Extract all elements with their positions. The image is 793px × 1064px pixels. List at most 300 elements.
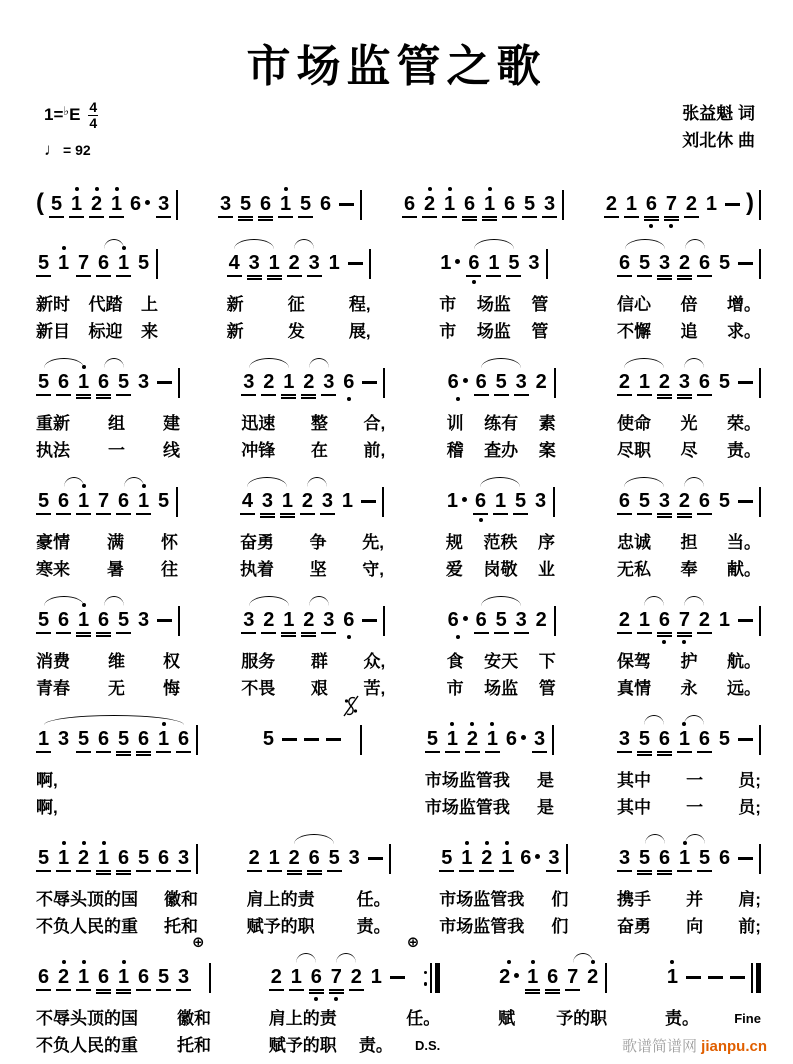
note: 1 bbox=[116, 957, 131, 991]
note: 1 bbox=[278, 184, 293, 218]
note: 3 bbox=[546, 838, 561, 872]
notes-row bbox=[36, 838, 198, 880]
lyric-row bbox=[36, 438, 180, 464]
note: 6 bbox=[96, 362, 111, 396]
note: 1 bbox=[705, 193, 718, 215]
note: 2 bbox=[261, 600, 276, 634]
lyric-row bbox=[241, 411, 385, 437]
lyric-syllable: 永 bbox=[680, 679, 698, 698]
octave-dot-low bbox=[479, 518, 483, 522]
lyric-syllable: 练有 bbox=[484, 414, 519, 433]
octave-dot-high bbox=[670, 960, 674, 964]
octave-dot-low bbox=[314, 997, 318, 1001]
lyric-syllable: Fine bbox=[734, 1011, 761, 1026]
lyric-syllable: 肩; bbox=[738, 890, 761, 909]
barline bbox=[156, 249, 158, 279]
barline bbox=[383, 368, 385, 398]
note: 1 bbox=[69, 184, 84, 218]
segno-icon bbox=[347, 719, 355, 753]
slur-arc bbox=[296, 953, 316, 963]
barline bbox=[196, 844, 198, 874]
lyric-row bbox=[439, 914, 568, 940]
notes-row bbox=[617, 600, 761, 642]
note: 2 bbox=[89, 184, 104, 218]
lyric-row bbox=[261, 768, 362, 794]
octave-dot-high bbox=[115, 187, 119, 191]
note: 6 bbox=[156, 838, 171, 872]
note: 6 bbox=[657, 719, 672, 753]
note: 2 bbox=[498, 957, 520, 989]
note: 1 bbox=[445, 719, 460, 753]
note: 6 bbox=[462, 184, 477, 218]
notes-row bbox=[425, 719, 554, 761]
dash-note bbox=[367, 838, 384, 872]
notes-row bbox=[240, 481, 384, 523]
note: 6 bbox=[341, 362, 356, 394]
note: 1 bbox=[665, 957, 680, 989]
notes-row bbox=[498, 957, 607, 999]
measure bbox=[36, 481, 178, 583]
lyric-row bbox=[617, 768, 761, 794]
note: 2 bbox=[76, 838, 91, 872]
lyric-row bbox=[617, 557, 761, 583]
note: 2 bbox=[261, 362, 276, 396]
lyric-row bbox=[36, 649, 180, 675]
note: 2 bbox=[677, 243, 692, 277]
octave-dot-high bbox=[95, 187, 99, 191]
measure bbox=[498, 957, 607, 1059]
octave-dot-high bbox=[82, 960, 86, 964]
octave-dot-high bbox=[531, 960, 535, 964]
lyric-syllable: 业 bbox=[538, 560, 556, 579]
notes-row bbox=[665, 957, 761, 999]
lyric-row bbox=[241, 649, 385, 675]
lyric-row bbox=[247, 914, 391, 940]
slur-arc bbox=[684, 477, 704, 487]
lyric-syllable: 向 bbox=[686, 917, 704, 936]
slur-arc bbox=[480, 477, 520, 487]
lyric-row bbox=[617, 795, 761, 821]
note: 6 bbox=[545, 957, 560, 991]
notes-row bbox=[439, 838, 568, 880]
score bbox=[0, 184, 793, 1059]
dash-note bbox=[360, 481, 377, 515]
lyric-row bbox=[446, 557, 555, 583]
time-signature: 4 4 bbox=[89, 99, 98, 131]
lyric-row bbox=[269, 1006, 441, 1032]
lyric-syllable: 远。 bbox=[726, 679, 761, 698]
lyric-row bbox=[447, 676, 556, 702]
augmentation-dot bbox=[463, 378, 468, 383]
note: 5 bbox=[494, 362, 509, 396]
note: 6 bbox=[473, 481, 488, 515]
slur-arc bbox=[104, 358, 124, 368]
lyric-syllable: 案 bbox=[538, 441, 556, 460]
barline bbox=[554, 606, 556, 636]
music-system bbox=[36, 719, 761, 821]
note: 1 bbox=[637, 600, 652, 634]
note: 5 bbox=[36, 243, 51, 277]
augmentation-dot bbox=[455, 259, 460, 264]
lyric-syllable: 序 bbox=[538, 533, 556, 552]
note: 6 bbox=[697, 243, 712, 277]
octave-dot-high bbox=[485, 841, 489, 845]
repeat-dots bbox=[424, 971, 428, 986]
barline bbox=[382, 487, 384, 517]
note: 3 bbox=[176, 838, 191, 872]
note: 6 bbox=[309, 957, 324, 991]
note: 1 bbox=[116, 243, 131, 277]
music-system bbox=[36, 362, 761, 464]
measure bbox=[402, 184, 564, 226]
slur-arc bbox=[625, 239, 665, 249]
slur-arc bbox=[474, 239, 514, 249]
lyric-syllable: 并 bbox=[686, 890, 704, 909]
note: 5 bbox=[36, 600, 51, 634]
slur-arc bbox=[309, 358, 329, 368]
note: 3 bbox=[321, 600, 336, 634]
note: 6 bbox=[617, 481, 632, 515]
lyric-row bbox=[665, 1006, 761, 1032]
octave-dot-high bbox=[465, 841, 469, 845]
barline bbox=[552, 725, 554, 755]
octave-dot-low bbox=[669, 224, 673, 228]
lyric-row bbox=[498, 1006, 607, 1032]
notes-row bbox=[446, 481, 555, 523]
note: 7 bbox=[565, 957, 580, 991]
note: 7 bbox=[677, 600, 692, 634]
note: 6 bbox=[474, 362, 489, 396]
note: 6 bbox=[474, 600, 489, 634]
note: 5 bbox=[262, 728, 275, 750]
note: 6 bbox=[96, 719, 111, 753]
note: 1 bbox=[442, 184, 457, 218]
lyric-syllable: 整 bbox=[310, 414, 328, 433]
lyric-syllable: 先, bbox=[362, 533, 384, 552]
note: 1 bbox=[76, 481, 91, 515]
measure bbox=[446, 481, 555, 583]
note: 1 bbox=[280, 481, 295, 515]
meta-row bbox=[0, 94, 793, 178]
lyric-syllable: 冲锋 bbox=[241, 441, 276, 460]
lyric-row bbox=[261, 795, 362, 821]
barline bbox=[360, 190, 362, 220]
note: 1 bbox=[76, 600, 91, 634]
lyric-syllable: 市场监管我 bbox=[439, 917, 525, 936]
augmentation-dot bbox=[463, 616, 468, 621]
note: 7 bbox=[664, 184, 679, 218]
lyric-syllable: 建 bbox=[163, 414, 180, 433]
slur-arc bbox=[309, 596, 329, 606]
note: 1 bbox=[341, 490, 354, 512]
barline bbox=[759, 249, 761, 279]
note: 5 bbox=[298, 184, 313, 218]
note: 5 bbox=[116, 362, 131, 396]
lyric-syllable: 管 bbox=[531, 295, 549, 314]
slur-arc bbox=[684, 715, 704, 725]
note: 3 bbox=[247, 243, 262, 277]
note: 6 bbox=[447, 600, 469, 632]
note: 3 bbox=[156, 184, 171, 218]
lyric-syllable: 市场监管我 bbox=[439, 890, 525, 909]
lyric-syllable: 规 bbox=[445, 533, 463, 552]
note: 5 bbox=[522, 184, 537, 218]
lyric-row bbox=[617, 411, 761, 437]
lyric-syllable: 当。 bbox=[726, 533, 761, 552]
note: 6 bbox=[116, 481, 131, 515]
lyric-row bbox=[447, 649, 556, 675]
dash-note bbox=[361, 600, 378, 634]
octave-dot-high bbox=[428, 187, 432, 191]
barline bbox=[759, 368, 761, 398]
slur-arc bbox=[249, 596, 289, 606]
lyric-row bbox=[36, 411, 180, 437]
measure bbox=[36, 184, 178, 226]
coda-icon: ⊕ bbox=[192, 934, 205, 951]
composer-credit: 刘北休 曲 bbox=[682, 131, 755, 150]
slur-arc bbox=[44, 715, 184, 725]
lyric-syllable: 市 bbox=[446, 679, 464, 698]
measure bbox=[36, 838, 198, 940]
measure bbox=[617, 838, 761, 940]
lyric-row bbox=[439, 292, 548, 318]
note: 5 bbox=[156, 957, 171, 991]
lyric-row bbox=[617, 649, 761, 675]
barline bbox=[566, 844, 568, 874]
notes-row bbox=[36, 600, 180, 642]
lyric-row bbox=[439, 319, 548, 345]
measure bbox=[218, 184, 362, 226]
slur-arc bbox=[644, 596, 664, 606]
barline bbox=[546, 249, 548, 279]
lyric-row bbox=[36, 319, 158, 345]
lyric-syllable: 场监 bbox=[484, 679, 519, 698]
lyric-row bbox=[227, 319, 371, 345]
note: 5 bbox=[637, 481, 652, 515]
note: 3 bbox=[260, 481, 275, 515]
note: 5 bbox=[637, 719, 652, 753]
notes-row bbox=[227, 243, 371, 285]
note: 1 bbox=[76, 957, 91, 991]
lyric-row bbox=[36, 1033, 211, 1059]
lyric-syllable: 市场监管我 bbox=[424, 798, 510, 817]
notes-row bbox=[241, 362, 385, 404]
lyric-row bbox=[439, 887, 568, 913]
note: 1 bbox=[76, 362, 91, 396]
footer bbox=[622, 1035, 767, 1056]
barline bbox=[605, 963, 607, 993]
lyric-syllable: 消费 bbox=[36, 652, 70, 671]
note: 1 bbox=[36, 719, 51, 753]
note: 4 bbox=[240, 481, 255, 515]
note: 2 bbox=[247, 838, 262, 872]
note: 3 bbox=[677, 362, 692, 396]
lyric-syllable: 担 bbox=[680, 533, 698, 552]
tempo-marking: ♩ = 92 bbox=[44, 140, 91, 160]
barline bbox=[562, 190, 564, 220]
slur-arc bbox=[645, 834, 665, 844]
site-link[interactable]: jianpu.cn bbox=[701, 1038, 767, 1055]
note: 3 bbox=[617, 838, 632, 872]
lyric-syllable: 求。 bbox=[727, 322, 761, 341]
dash-note bbox=[737, 243, 754, 277]
note: 5 bbox=[36, 362, 51, 396]
lyric-row bbox=[36, 1006, 211, 1032]
note: 6 bbox=[136, 957, 151, 991]
music-system bbox=[36, 184, 761, 226]
lyric-syllable: 场监 bbox=[476, 295, 511, 314]
lyric-syllable: 寒来 bbox=[36, 560, 70, 579]
lyric-syllable: 一 bbox=[686, 798, 704, 817]
note: 2 bbox=[349, 957, 364, 991]
octave-dot-high bbox=[490, 722, 494, 726]
key-and-tempo bbox=[44, 100, 98, 160]
note: 5 bbox=[718, 371, 731, 393]
lyric-syllable: 暑 bbox=[107, 560, 124, 579]
note: 1 bbox=[637, 362, 652, 396]
note: 1 bbox=[289, 957, 304, 991]
lyric-syllable: 护 bbox=[680, 652, 698, 671]
measure bbox=[261, 719, 362, 821]
dash-note bbox=[737, 362, 754, 396]
dash-note bbox=[156, 362, 173, 396]
lyric-row bbox=[617, 292, 761, 318]
lyric-row bbox=[241, 676, 385, 702]
notes-row bbox=[36, 719, 198, 761]
octave-dot-high bbox=[122, 960, 126, 964]
lyric-syllable: 是 bbox=[537, 798, 555, 817]
slur-arc bbox=[481, 596, 521, 606]
note: 1 bbox=[482, 184, 497, 218]
lyric-syllable: 稽 bbox=[446, 441, 464, 460]
lyric-syllable: 增。 bbox=[727, 295, 761, 314]
lyric-syllable: 航。 bbox=[726, 652, 761, 671]
lyric-row bbox=[498, 1033, 607, 1059]
note: 1 bbox=[499, 838, 514, 872]
barline bbox=[759, 844, 761, 874]
note: 1 bbox=[56, 243, 71, 275]
note: 2 bbox=[56, 957, 71, 991]
lyric-syllable: 代踏 bbox=[88, 295, 123, 314]
octave-dot-high bbox=[75, 187, 79, 191]
lyric-syllable: 赋予的职 bbox=[268, 1036, 337, 1055]
dash-note bbox=[707, 957, 724, 991]
note: 1 bbox=[485, 719, 500, 753]
note: 6 bbox=[129, 184, 151, 216]
lyricist-credit: 张益魁 词 bbox=[682, 104, 755, 123]
note: 5 bbox=[506, 243, 521, 277]
lyric-syllable: 查办 bbox=[484, 441, 519, 460]
dash-note bbox=[389, 957, 406, 991]
note: 4 bbox=[227, 243, 242, 277]
lyric-syllable: 奉 bbox=[680, 560, 698, 579]
slur-arc bbox=[684, 596, 704, 606]
note: 6 bbox=[657, 838, 672, 872]
slur-arc bbox=[685, 239, 705, 249]
note: 1 bbox=[370, 966, 382, 988]
barline bbox=[759, 190, 761, 220]
parenthesis: ) bbox=[745, 189, 754, 216]
note: 5 bbox=[238, 184, 253, 218]
notes-row bbox=[261, 719, 362, 761]
lyric-syllable: 执着 bbox=[239, 560, 274, 579]
barline bbox=[178, 606, 180, 636]
note: 3 bbox=[241, 362, 256, 396]
notes-row bbox=[604, 184, 761, 226]
note: 3 bbox=[542, 184, 557, 218]
note: 5 bbox=[76, 719, 91, 753]
lyric-syllable: 市 bbox=[439, 322, 457, 341]
lyric-syllable: 素 bbox=[538, 414, 556, 433]
lyric-syllable: 倍 bbox=[680, 295, 698, 314]
lyric-syllable: 合, bbox=[363, 414, 386, 433]
measure bbox=[617, 362, 761, 464]
augmentation-dot bbox=[462, 497, 467, 502]
slur-arc bbox=[104, 239, 124, 249]
measure bbox=[247, 838, 391, 940]
notes-row bbox=[36, 481, 178, 523]
lyric-syllable: 群 bbox=[310, 652, 328, 671]
note: 6 bbox=[116, 838, 131, 872]
slur-arc bbox=[247, 477, 287, 487]
note: 6 bbox=[341, 600, 356, 632]
credits bbox=[682, 100, 755, 154]
lyric-syllable: 无私 bbox=[616, 560, 651, 579]
lyric-syllable: 食 bbox=[446, 652, 464, 671]
measure bbox=[617, 600, 761, 702]
octave-dot-high bbox=[507, 960, 511, 964]
lyric-syllable: 新目 bbox=[36, 322, 70, 341]
lyric-syllable: 追 bbox=[680, 322, 698, 341]
notes-row bbox=[617, 719, 761, 761]
note: 2 bbox=[617, 600, 632, 634]
measure bbox=[36, 243, 158, 345]
measure bbox=[241, 600, 385, 702]
note: 3 bbox=[307, 243, 322, 277]
lyric-syllable: 爱 bbox=[445, 560, 463, 579]
note: 5 bbox=[157, 490, 170, 512]
lyric-syllable: 维 bbox=[108, 652, 125, 671]
lyric-row bbox=[425, 768, 554, 794]
lyric-syllable: 徽和 bbox=[164, 890, 198, 909]
note: 1 bbox=[267, 243, 282, 277]
octave-dot-high bbox=[82, 841, 86, 845]
lyric-syllable: 场监 bbox=[476, 322, 511, 341]
note: 5 bbox=[718, 252, 731, 274]
slur-arc bbox=[684, 358, 704, 368]
slur-arc bbox=[249, 358, 289, 368]
lyric-syllable: 训 bbox=[446, 414, 464, 433]
music-system bbox=[36, 243, 761, 345]
note: 1 bbox=[281, 600, 296, 634]
note: 5 bbox=[116, 719, 131, 753]
note: 6 bbox=[56, 362, 71, 396]
note: 7 bbox=[329, 957, 344, 991]
measure bbox=[617, 481, 761, 583]
slur-arc bbox=[44, 596, 84, 606]
note: 2 bbox=[301, 362, 316, 396]
measure bbox=[227, 243, 371, 345]
octave-dot-high bbox=[448, 187, 452, 191]
note: 2 bbox=[269, 957, 284, 991]
lyric-syllable: 们 bbox=[551, 890, 569, 909]
barline bbox=[176, 190, 178, 220]
note: 3 bbox=[176, 957, 191, 991]
barline bbox=[196, 725, 198, 755]
dash-note bbox=[737, 838, 754, 872]
note: 5 bbox=[637, 838, 652, 872]
lyric-syllable: 服务 bbox=[241, 652, 276, 671]
